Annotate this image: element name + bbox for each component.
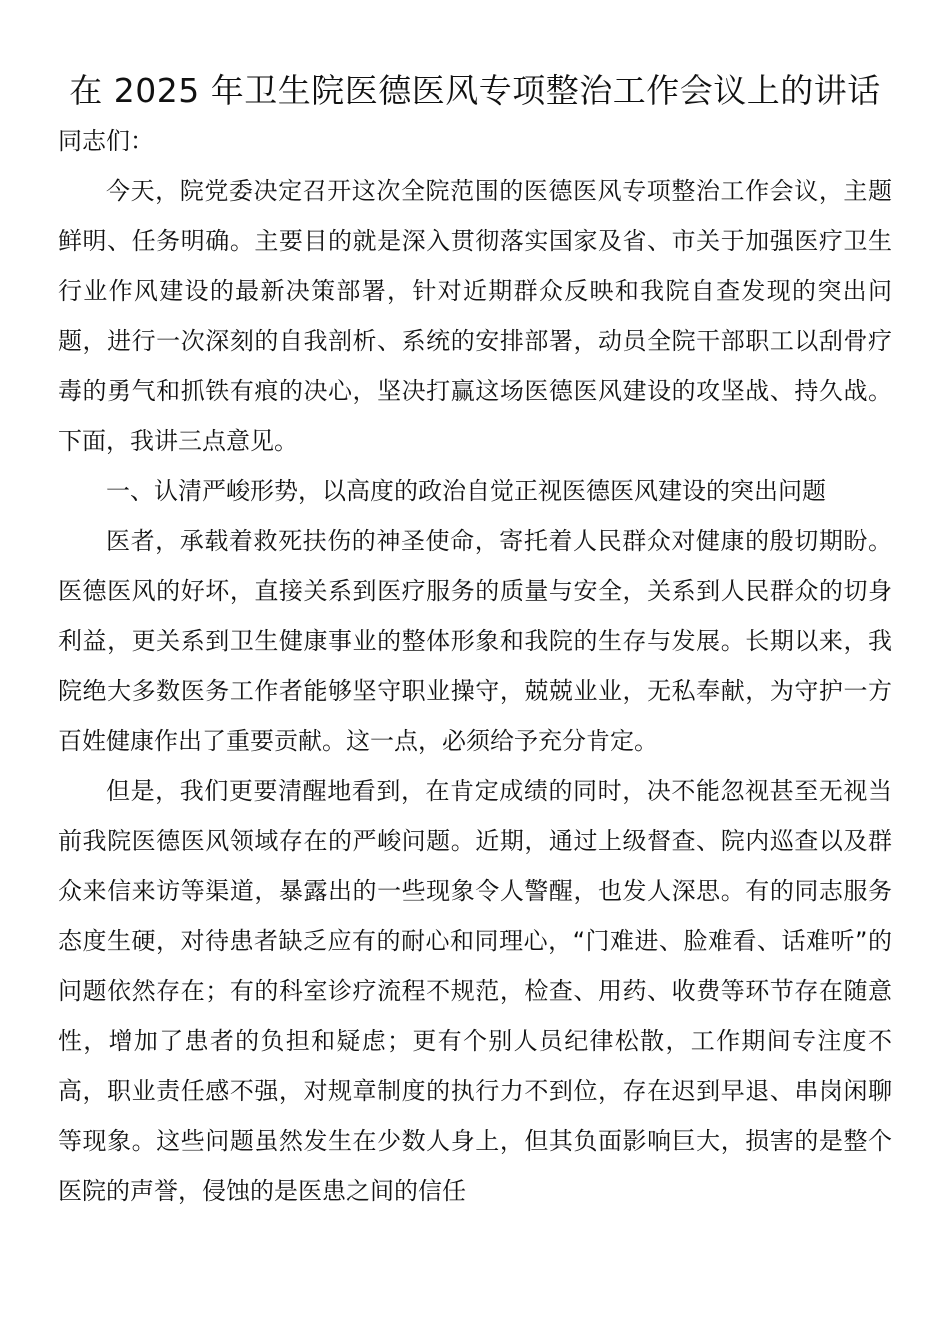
document-page (58, 66, 892, 1216)
section-heading-1: 一、认清严峻形势，以高度的政治自觉正视医德医风建设的突出问题 (106, 477, 826, 505)
paragraph-mission: 医者，承载着救死扶伤的神圣使命，寄托着人民群众对健康的殷切期盼。医德医风的好坏，直接关系到医疗服务的质量与安全，关系到人民群众的切身利益，更关系到卫生健康事业的整体形象和我院的生存与发展。长期以来，我院绝大多数医务工作者能够坚守职业操守，兢兢业业，无私奉献，为守护一方百姓健康作出了重要贡献。这一点，必须给予充分肯定。 (58, 527, 892, 755)
paragraph-opening: 今天，院党委决定召开这次全院范围的医德医风专项整治工作会议，主题鲜明、任务明确。主要目的就是深入贯彻落实国家及省、市关于加强医疗卫生行业作风建设的最新决策部署，针对近期群众反映和我院自查发现的突出问题，进行一次深刻的自我剖析、系统的安排部署，动员全院干部职工以刮骨疗毒的勇气和抓铁有痕的决心，坚决打赢这场医德医风建设的攻坚战、持久战。下面，我讲三点意见。 (58, 177, 892, 455)
paragraph-problems: 但是，我们更要清醒地看到，在肯定成绩的同时，决不能忽视甚至无视当前我院医德医风领域存在的严峻问题。近期，通过上级督查、院内巡查以及群众来信来访等渠道，暴露出的一些现象令人警醒，也发人深思。有的同志服务态度生硬，对待患者缺乏应有的耐心和同理心，“门难进、脸难看、话难听”的问题依然存在；有的科室诊疗流程不规范，检查、用药、收费等环节存在随意性，增加了患者的负担和疑虑；更有个别人员纪律松散，工作期间专注度不高，职业责任感不强，对规章制度的执行力不到位，存在迟到早退、串岗闲聊等现象。这些问题虽然发生在少数人身上，但其负面影响巨大，损害的是整个医院的声誉，侵蚀的是医患之间的信任 (58, 777, 892, 1205)
salutation: 同志们： (58, 127, 154, 155)
document-title: 在 2025 年卫生院医德医风专项整治工作会议上的讲话 (69, 71, 881, 110)
